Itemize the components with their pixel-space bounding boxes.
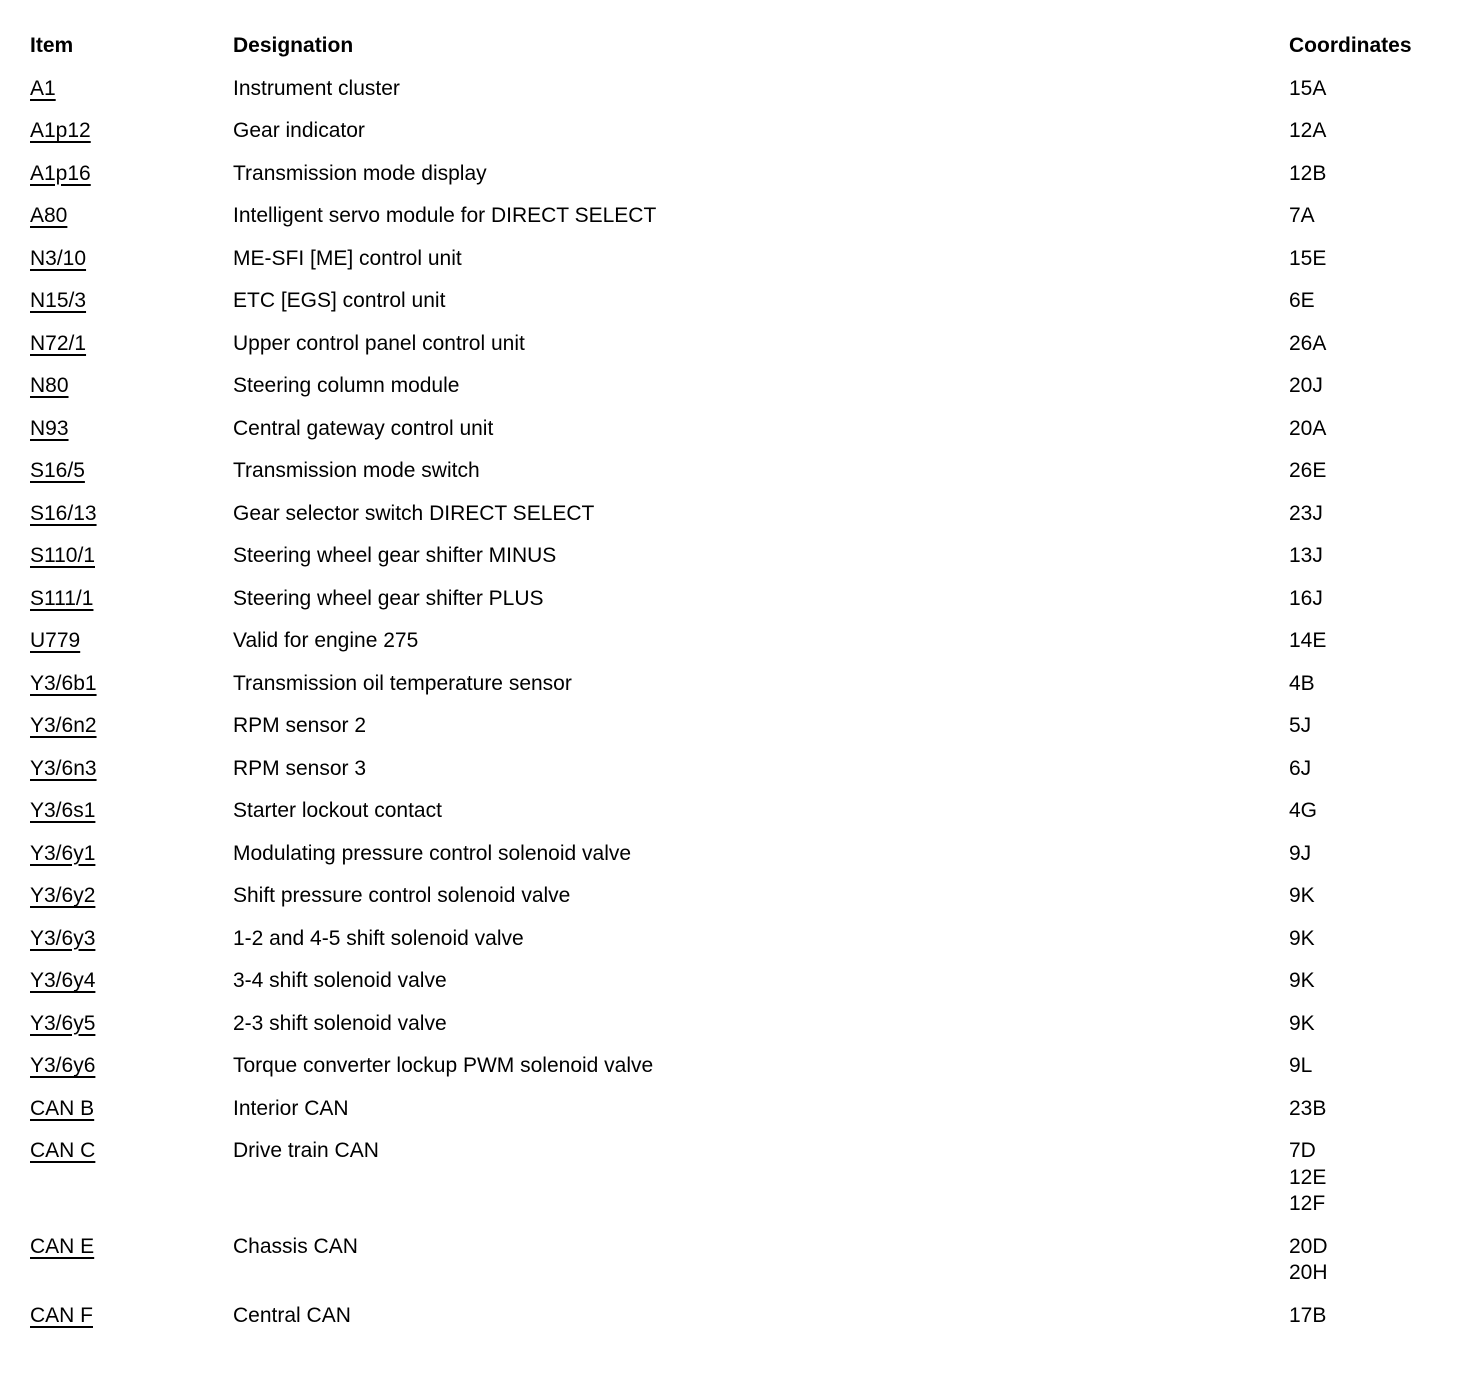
- item-link[interactable]: Y3/6b1: [30, 671, 97, 695]
- item-link[interactable]: A1: [30, 76, 56, 100]
- coordinates-cell: [1289, 161, 1459, 188]
- coordinates-cell: [1289, 1138, 1459, 1218]
- coordinates-cell: [1289, 76, 1459, 103]
- table-row: [30, 1138, 1472, 1234]
- table-row: [30, 288, 1472, 331]
- item-cell: [30, 331, 233, 358]
- coordinate-value: 5J: [1289, 714, 1312, 737]
- item-cell: [30, 373, 233, 400]
- designation-text: Transmission mode display: [233, 161, 487, 185]
- coordinates-cell: [1289, 1053, 1459, 1080]
- coordinates-cell: [1289, 458, 1459, 485]
- table-header-row: [30, 33, 1472, 76]
- item-link[interactable]: Y3/6y4: [30, 969, 96, 992]
- designation-text: Transmission oil temperature sensor: [233, 671, 572, 695]
- table-row: [30, 586, 1472, 629]
- coordinates-cell: [1289, 756, 1459, 783]
- designation-text: Intelligent servo module for DIRECT SELECT: [233, 204, 657, 227]
- item-link[interactable]: Y3/6y6: [30, 1054, 96, 1077]
- designation-text: Gear indicator: [233, 119, 365, 142]
- item-link[interactable]: N3/10: [30, 246, 87, 270]
- coordinate-value: 20H: [1289, 1261, 1328, 1284]
- designation-text: Drive train CAN: [233, 1139, 379, 1162]
- item-link[interactable]: Y3/6y1: [30, 841, 96, 865]
- table-row: [30, 458, 1472, 501]
- coordinate-value: 12E: [1289, 1165, 1327, 1189]
- table-row: [30, 1303, 1472, 1346]
- item-link[interactable]: S111/1: [30, 586, 94, 610]
- coordinate-value: 26E: [1289, 459, 1327, 482]
- coordinate-value: 17B: [1289, 1303, 1327, 1327]
- table-row: [30, 246, 1472, 289]
- coordinate-value: 13J: [1289, 544, 1323, 567]
- item-link[interactable]: CAN B: [30, 1096, 95, 1120]
- item-link[interactable]: A1p12: [30, 119, 91, 142]
- coordinates-cell: [1289, 416, 1459, 443]
- designation-text: Modulating pressure control solenoid valve: [233, 841, 632, 865]
- coordinates-cell: [1289, 883, 1459, 910]
- designation-text: Starter lockout contact: [233, 799, 442, 822]
- coordinates-cell: [1289, 968, 1459, 995]
- table-body: [30, 76, 1472, 1346]
- coordinate-value: 6J: [1289, 756, 1312, 780]
- item-cell: [30, 203, 233, 230]
- coordinates-cell: [1289, 331, 1459, 358]
- item-link[interactable]: Y3/6s1: [30, 799, 96, 822]
- coordinates-cell: [1289, 586, 1459, 613]
- designation-text: Steering wheel gear shifter MINUS: [233, 544, 557, 567]
- designation-text: ETC [EGS] control unit: [233, 289, 446, 312]
- coordinates-cell: [1289, 501, 1459, 528]
- coordinate-value: 16J: [1289, 586, 1323, 610]
- designation-text: 1-2 and 4-5 shift solenoid valve: [233, 926, 524, 950]
- item-cell: [30, 798, 233, 825]
- table-row: [30, 628, 1472, 671]
- table-row: [30, 331, 1472, 374]
- col-header-coordinates: Coordinates: [1289, 34, 1412, 57]
- designation-text: Upper control panel control unit: [233, 331, 525, 355]
- item-link[interactable]: Y3/6y3: [30, 926, 96, 950]
- coordinates-cell: [1289, 1011, 1459, 1038]
- designation-text: Interior CAN: [233, 1096, 349, 1120]
- designation-text: RPM sensor 3: [233, 756, 367, 780]
- coordinate-value: 9K: [1289, 969, 1315, 992]
- designation-text: Torque converter lockup PWM solenoid valve: [233, 1054, 654, 1077]
- item-cell: [30, 288, 233, 315]
- coordinates-cell: [1289, 713, 1459, 740]
- coordinates-cell: [1289, 926, 1459, 953]
- item-cell: [30, 1096, 233, 1123]
- coordinate-value: 12B: [1289, 161, 1327, 185]
- designation-text: Valid for engine 275: [233, 629, 419, 652]
- table-row: [30, 671, 1472, 714]
- designation-text: Central CAN: [233, 1303, 351, 1327]
- table-row: [30, 501, 1472, 544]
- coordinates-cell: [1289, 671, 1459, 698]
- coordinate-value: 9K: [1289, 884, 1315, 907]
- item-cell: [30, 501, 233, 528]
- coordinates-cell: [1289, 118, 1459, 145]
- table-row: [30, 798, 1472, 841]
- coordinate-value: 15E: [1289, 246, 1327, 270]
- item-cell: [30, 756, 233, 783]
- coordinate-value: 4B: [1289, 671, 1315, 695]
- table-row: [30, 203, 1472, 246]
- designation-text: ME-SFI [ME] control unit: [233, 246, 462, 270]
- item-cell: [30, 246, 233, 273]
- coordinate-value: 23J: [1289, 501, 1323, 525]
- coordinates-cell: [1289, 373, 1459, 400]
- coordinate-value: 7D: [1289, 1139, 1316, 1162]
- table-row: [30, 1096, 1472, 1139]
- item-cell: [30, 968, 233, 995]
- coordinate-value: 12F: [1289, 1192, 1326, 1215]
- table-row: [30, 118, 1472, 161]
- item-cell: [30, 841, 233, 868]
- coordinate-value: 9K: [1289, 926, 1315, 950]
- item-cell: [30, 1138, 233, 1165]
- designation-text: Steering column module: [233, 374, 460, 397]
- coordinates-cell: [1289, 1234, 1459, 1287]
- designation-text: Instrument cluster: [233, 76, 400, 100]
- coordinate-value: 20J: [1289, 374, 1323, 397]
- item-cell: [30, 161, 233, 188]
- item-cell: [30, 1303, 233, 1330]
- table-row: [30, 416, 1472, 459]
- item-cell: [30, 1011, 233, 1038]
- coordinates-cell: [1289, 288, 1459, 315]
- item-cell: [30, 118, 233, 145]
- table-row: [30, 161, 1472, 204]
- coordinates-cell: [1289, 246, 1459, 273]
- coordinate-value: 9L: [1289, 1054, 1313, 1077]
- coordinate-value: 9J: [1289, 841, 1312, 865]
- item-link[interactable]: Y3/6n3: [30, 756, 97, 780]
- item-cell: [30, 543, 233, 570]
- designation-text: Transmission mode switch: [233, 459, 480, 482]
- item-link[interactable]: S110/1: [30, 544, 95, 567]
- item-link[interactable]: N80: [30, 374, 69, 397]
- col-header-designation: Designation: [233, 34, 354, 57]
- table-row: [30, 713, 1472, 756]
- coordinate-value: 4G: [1289, 799, 1318, 822]
- coordinates-cell: [1289, 203, 1459, 230]
- coordinate-value: 23B: [1289, 1096, 1327, 1120]
- designation-text: Shift pressure control solenoid valve: [233, 884, 571, 907]
- item-link[interactable]: Y3/6y2: [30, 884, 96, 907]
- table-row: [30, 1234, 1472, 1303]
- table-row: [30, 76, 1472, 119]
- item-link[interactable]: Y3/6y5: [30, 1011, 96, 1035]
- item-cell: [30, 416, 233, 443]
- item-link[interactable]: CAN C: [30, 1139, 96, 1162]
- designation-text: Chassis CAN: [233, 1234, 358, 1258]
- col-header-item: Item: [30, 34, 74, 57]
- table-row: [30, 926, 1472, 969]
- table-row: [30, 373, 1472, 416]
- item-cell: [30, 458, 233, 485]
- item-cell: [30, 926, 233, 953]
- table-row: [30, 883, 1472, 926]
- item-link[interactable]: A1p16: [30, 161, 91, 185]
- table-row: [30, 1053, 1472, 1096]
- coordinate-value: 20D: [1289, 1234, 1328, 1258]
- item-link[interactable]: S16/5: [30, 459, 85, 482]
- designation-text: Central gateway control unit: [233, 416, 494, 440]
- item-link[interactable]: CAN E: [30, 1234, 95, 1258]
- item-link[interactable]: U779: [30, 629, 81, 652]
- designation-text: 3-4 shift solenoid valve: [233, 969, 447, 992]
- coordinate-value: 6E: [1289, 289, 1315, 312]
- table-row: [30, 968, 1472, 1011]
- item-link[interactable]: S16/13: [30, 501, 97, 525]
- item-link[interactable]: N93: [30, 416, 69, 440]
- coordinate-value: 14E: [1289, 629, 1327, 652]
- coordinate-value: 12A: [1289, 119, 1327, 142]
- coordinates-cell: [1289, 841, 1459, 868]
- coordinates-cell: [1289, 798, 1459, 825]
- designation-text: Gear selector switch DIRECT SELECT: [233, 501, 595, 525]
- coordinate-value: 7A: [1289, 204, 1315, 227]
- item-link[interactable]: Y3/6n2: [30, 714, 97, 737]
- coordinates-cell: [1289, 543, 1459, 570]
- item-link[interactable]: N15/3: [30, 289, 87, 312]
- coordinates-cell: [1289, 1096, 1459, 1123]
- table-row: [30, 841, 1472, 884]
- designation-text: 2-3 shift solenoid valve: [233, 1011, 447, 1035]
- item-cell: [30, 1234, 233, 1261]
- table-row: [30, 1011, 1472, 1054]
- coordinates-cell: [1289, 1303, 1459, 1330]
- coordinate-value: 26A: [1289, 331, 1327, 355]
- designation-text: RPM sensor 2: [233, 714, 367, 737]
- item-cell: [30, 713, 233, 740]
- item-link[interactable]: A80: [30, 204, 68, 227]
- designation-text: Steering wheel gear shifter PLUS: [233, 586, 544, 610]
- coordinate-value: 9K: [1289, 1011, 1315, 1035]
- table-row: [30, 756, 1472, 799]
- item-cell: [30, 1053, 233, 1080]
- coordinate-value: 20A: [1289, 416, 1327, 440]
- item-cell: [30, 76, 233, 103]
- item-cell: [30, 628, 233, 655]
- coordinate-value: 15A: [1289, 76, 1327, 100]
- item-cell: [30, 586, 233, 613]
- item-cell: [30, 883, 233, 910]
- item-link[interactable]: CAN F: [30, 1303, 93, 1327]
- item-cell: [30, 671, 233, 698]
- table-row: [30, 543, 1472, 586]
- coordinates-cell: [1289, 628, 1459, 655]
- item-link[interactable]: N72/1: [30, 331, 87, 355]
